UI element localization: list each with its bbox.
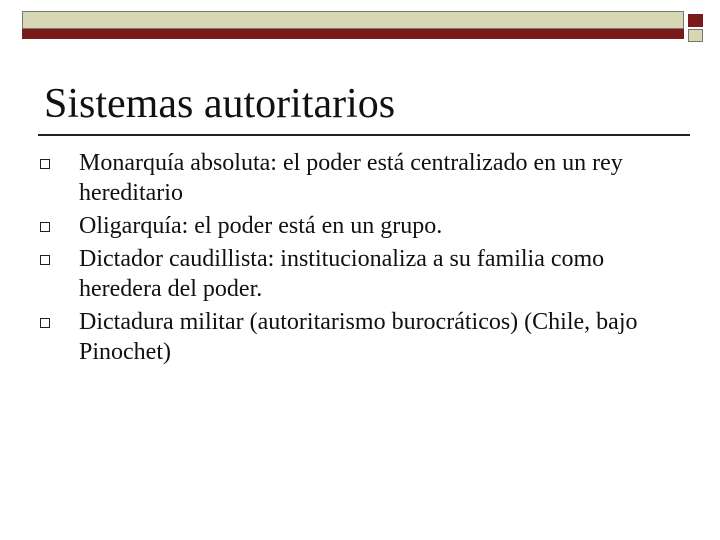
slide-title: Sistemas autoritarios [44,81,396,127]
bullet-item [40,211,690,241]
header-decorative-band [22,11,684,29]
title-divider [38,134,690,136]
bullet-text: Monarquía absoluta: el poder está centralizado en un rey hereditario [79,150,623,206]
hollow-square-icon [40,318,50,328]
hollow-square-icon [40,255,50,265]
bullet-list [40,148,690,370]
bullet-text: Oligarquía: el poder está en un grupo. [79,213,443,239]
bullet-text: Dictadura militar (autoritarismo burocráticos) (Chile, bajo Pinochet) [79,309,638,365]
bullet-item [40,307,690,367]
hollow-square-icon [40,222,50,232]
corner-square-dark [688,14,703,27]
corner-square-light [688,29,703,42]
header-decorative-stripe [22,29,684,39]
hollow-square-icon [40,159,50,169]
bullet-item [40,244,690,304]
bullet-text: Dictador caudillista: institucionaliza a su familia como heredera del poder. [79,246,605,302]
bullet-item [40,148,690,208]
